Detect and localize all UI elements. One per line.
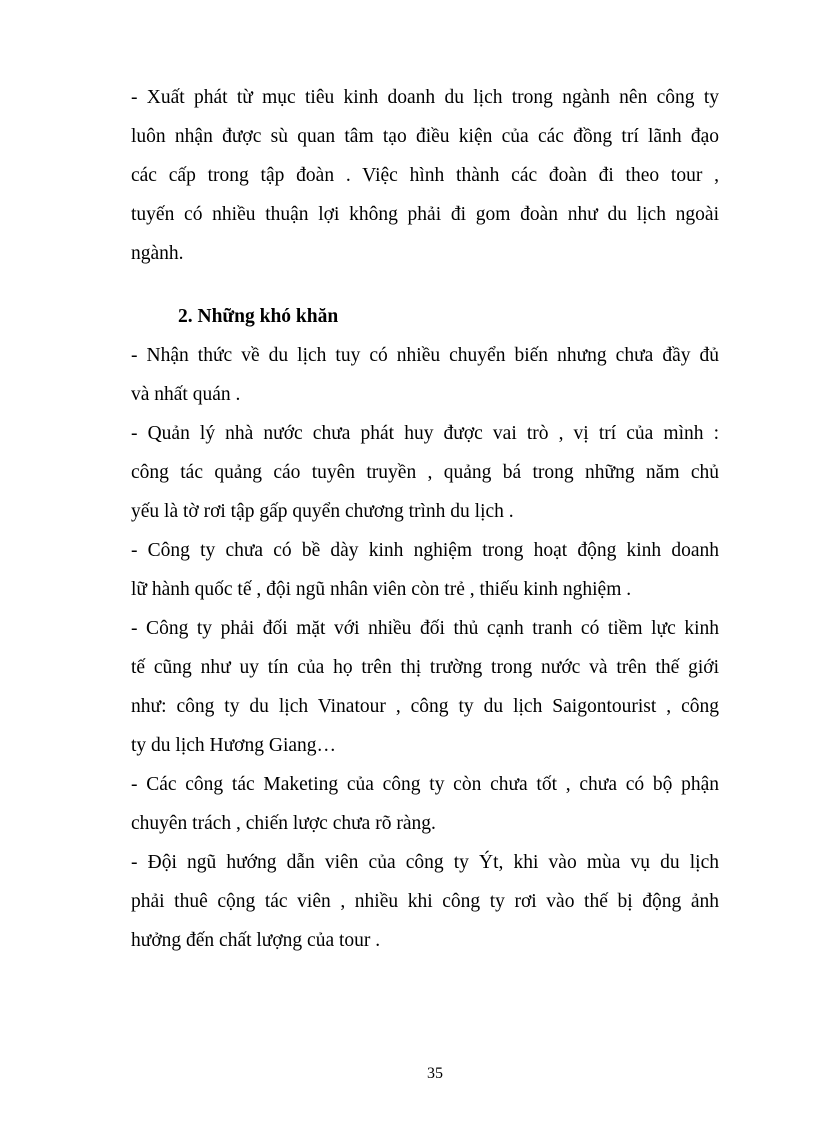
text-line: luôn nhận được sù quan tâm tạo điều kiện của các đồng trí lãnh đạo [131,126,719,147]
text-line: - Công ty phải đối mặt với nhiều đối thủ cạnh tranh có tiềm lực kinh [131,618,719,639]
text-line: - Đội ngũ hướng dẫn viên của công ty Ýt, khi vào mùa vụ du lịch [131,852,719,873]
text-line: các cấp trong tập đoàn . Việc hình thành các đoàn đi theo tour , [131,165,719,186]
text-line: ngành. [131,243,184,264]
text-line: - Công ty chưa có bề dày kinh nghiệm trong hoạt động kinh doanh [131,540,719,561]
text-line: công tác quảng cáo tuyên truyền , quảng bá trong những năm chủ [131,462,719,483]
text-line: - Nhận thức về du lịch tuy có nhiều chuyển biến nhưng chưa đầy đủ [131,345,719,366]
text-line: - Các công tác Maketing của công ty còn chưa tốt , chưa có bộ phận [131,774,719,795]
list-item [131,414,719,531]
text-line: ty du lịch Hương Giang… [131,735,337,756]
list-item [131,843,719,960]
text-line: như: công ty du lịch Vinatour , công ty du lịch Saigontourist , công [131,696,719,717]
page-content [131,78,719,960]
list-item [131,531,719,609]
text-line: lữ hành quốc tế , đội ngũ nhân viên còn trẻ , thiếu kinh nghiệm . [131,579,632,600]
list-item [131,609,719,765]
text-line: hưởng đến chất lượng của tour . [131,930,381,951]
text-line: - Quản lý nhà nước chưa phát huy được vai trò , vị trí của mình : [131,423,719,444]
page-number: 35 [427,1065,443,1082]
text-line: và nhất quán . [131,384,241,405]
list-item [131,765,719,843]
text-line: phải thuê cộng tác viên , nhiều khi công ty rơi vào thế bị động ảnh [131,891,719,912]
text-line: tế cũng như uy tín của họ trên thị trường trong nước và trên thế giới [131,657,719,678]
text-line: - Xuất phát từ mục tiêu kinh doanh du lịch trong ngành nên công ty [131,87,719,108]
text-line: yếu là tờ rơi tập gấp quyển chương trình du lịch . [131,501,514,522]
text-line: chuyên trách , chiến lược chưa rõ ràng. [131,813,436,834]
text-line: tuyến có nhiều thuận lợi không phải đi gom đoàn như du lịch ngoài [131,204,719,225]
list-item [131,336,719,414]
section-heading: 2. Những khó khăn [178,306,339,327]
intro-paragraph [131,78,719,273]
